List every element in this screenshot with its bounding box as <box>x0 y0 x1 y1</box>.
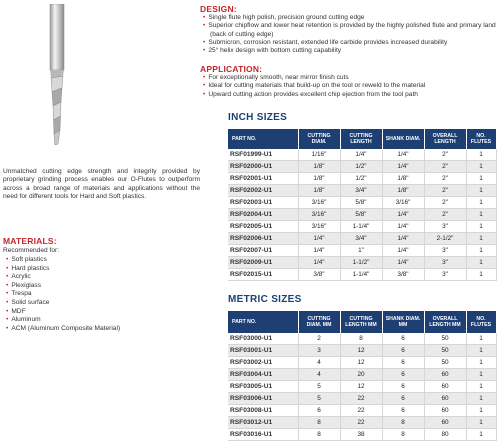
table-cell: 3/16" <box>298 197 340 209</box>
table-cell: 2" <box>424 209 466 221</box>
list-item: • Acrylic <box>6 273 120 282</box>
part-number-cell: RSF03005-U1 <box>228 381 298 393</box>
table-cell: 1" <box>340 245 382 257</box>
table-cell: 1 <box>466 245 496 257</box>
table-cell: 1/2" <box>340 161 382 173</box>
table-cell: 1/4" <box>382 233 424 245</box>
table-row <box>228 221 496 233</box>
table-row <box>228 369 496 381</box>
list-item: • 25° helix design with bottom cutting capability <box>203 47 499 55</box>
table-cell: 3" <box>424 245 466 257</box>
table-cell: 1 <box>466 209 496 221</box>
table-cell: 1 <box>466 185 496 197</box>
table-cell: 3" <box>424 257 466 269</box>
table-cell: 1 <box>466 221 496 233</box>
table-row <box>228 345 496 357</box>
metric-sizes-title: METRIC SIZES <box>228 294 302 305</box>
table-cell: 1/8" <box>382 185 424 197</box>
table-cell: 1-1/4" <box>340 269 382 281</box>
table-row <box>228 161 496 173</box>
inch-sizes-table <box>228 129 497 281</box>
table-cell: 38 <box>340 429 382 441</box>
materials-intro: Recommended for: <box>3 247 60 254</box>
list-item: • Plexiglass <box>6 282 120 291</box>
table-cell: 1/4" <box>298 257 340 269</box>
column-header: NO. FLUTES <box>466 311 496 333</box>
table-row <box>228 173 496 185</box>
part-number-cell: RSF02007-U1 <box>228 245 298 257</box>
table-cell: 1 <box>466 197 496 209</box>
column-header: PART NO. <box>228 311 298 333</box>
list-item: • ACM (Aluminum Composite Material) <box>6 325 120 334</box>
column-header: CUTTING DIAM. <box>298 129 340 149</box>
list-item: • Single flute high polish, precision ground cutting edge <box>203 14 499 22</box>
table-row <box>228 233 496 245</box>
table-cell: 1 <box>466 369 496 381</box>
list-item: • Soft plastics <box>6 256 120 265</box>
list-item: • Superior chipflow and lower heat retention is provided by the highly polished flute and primary land (back of cutting edge) <box>203 22 499 39</box>
table-cell: 1-1/2" <box>340 257 382 269</box>
table-cell: 8 <box>382 417 424 429</box>
table-cell: 1 <box>466 405 496 417</box>
table-cell: 1 <box>466 173 496 185</box>
table-cell: 8 <box>340 333 382 345</box>
table-cell: 1-1/4" <box>340 221 382 233</box>
table-cell: 6 <box>382 345 424 357</box>
column-header: OVERALL LENGTH MM <box>424 311 466 333</box>
table-cell: 60 <box>424 405 466 417</box>
table-cell: 50 <box>424 333 466 345</box>
materials-list <box>6 256 120 333</box>
table-cell: 1 <box>466 233 496 245</box>
table-cell: 1/4" <box>382 245 424 257</box>
table-row <box>228 405 496 417</box>
table-cell: 50 <box>424 345 466 357</box>
part-number-cell: RSF03012-U1 <box>228 417 298 429</box>
table-row <box>228 149 496 161</box>
table-cell: 1 <box>466 257 496 269</box>
table-cell: 3/4" <box>340 185 382 197</box>
column-header: NO. FLUTES <box>466 129 496 149</box>
column-header: PART NO. <box>228 129 298 149</box>
part-number-cell: RSF02006-U1 <box>228 233 298 245</box>
table-cell: 3/8" <box>298 269 340 281</box>
table-cell: 1 <box>466 149 496 161</box>
table-row <box>228 333 496 345</box>
part-number-cell: RSF03001-U1 <box>228 345 298 357</box>
part-number-cell: RSF03016-U1 <box>228 429 298 441</box>
table-cell: 2 <box>298 333 340 345</box>
part-number-cell: RSF02003-U1 <box>228 197 298 209</box>
table-cell: 6 <box>382 405 424 417</box>
table-cell: 12 <box>340 345 382 357</box>
column-header: SHANK DIAM. MM <box>382 311 424 333</box>
column-header: CUTTING LENGTH <box>340 129 382 149</box>
list-item: • Upward cutting action provides excellent chip ejection from the tool path <box>203 91 499 99</box>
table-cell: 1 <box>466 393 496 405</box>
table-cell: 4 <box>298 357 340 369</box>
table-row <box>228 357 496 369</box>
table-cell: 8 <box>382 429 424 441</box>
list-item: • Ideal for cutting materials that build-up on the tool or reweld to the material <box>203 82 499 90</box>
application-list <box>203 74 499 99</box>
table-cell: 2-1/2" <box>424 233 466 245</box>
table-cell: 6 <box>382 381 424 393</box>
table-row <box>228 245 496 257</box>
table-row <box>228 209 496 221</box>
table-cell: 5 <box>298 381 340 393</box>
table-row <box>228 429 496 441</box>
table-cell: 1/8" <box>382 173 424 185</box>
table-cell: 1/2" <box>340 173 382 185</box>
o-flute-bit-image <box>44 4 70 146</box>
table-cell: 1 <box>466 357 496 369</box>
table-cell: 6 <box>382 393 424 405</box>
list-item: • Trespa <box>6 290 120 299</box>
table-cell: 1 <box>466 161 496 173</box>
table-cell: 1 <box>466 333 496 345</box>
table-row <box>228 393 496 405</box>
table-cell: 22 <box>340 417 382 429</box>
table-cell: 3/16" <box>382 197 424 209</box>
table-cell: 2" <box>424 173 466 185</box>
table-cell: 1/4" <box>382 257 424 269</box>
table-cell: 60 <box>424 417 466 429</box>
design-list <box>203 14 499 55</box>
table-cell: 2" <box>424 197 466 209</box>
table-cell: 3" <box>424 221 466 233</box>
table-cell: 1 <box>466 417 496 429</box>
table-row <box>228 269 496 281</box>
table-cell: 60 <box>424 393 466 405</box>
table-cell: 6 <box>298 405 340 417</box>
application-heading: APPLICATION: <box>200 64 263 74</box>
part-number-cell: RSF03008-U1 <box>228 405 298 417</box>
table-cell: 1 <box>466 429 496 441</box>
part-number-cell: RSF02002-U1 <box>228 185 298 197</box>
table-cell: 8 <box>298 429 340 441</box>
table-cell: 8 <box>298 417 340 429</box>
table-cell: 3/8" <box>382 269 424 281</box>
table-row <box>228 417 496 429</box>
table-cell: 3/4" <box>340 233 382 245</box>
part-number-cell: RSF02001-U1 <box>228 173 298 185</box>
part-number-cell: RSF03006-U1 <box>228 393 298 405</box>
table-cell: 3/16" <box>298 221 340 233</box>
table-cell: 1 <box>466 345 496 357</box>
part-number-cell: RSF03002-U1 <box>228 357 298 369</box>
part-number-cell: RSF02004-U1 <box>228 209 298 221</box>
table-cell: 3 <box>298 345 340 357</box>
table-cell: 20 <box>340 369 382 381</box>
table-cell: 80 <box>424 429 466 441</box>
table-cell: 1/4" <box>298 233 340 245</box>
list-item: • Solid surface <box>6 299 120 308</box>
part-number-cell: RSF02000-U1 <box>228 161 298 173</box>
table-cell: 5 <box>298 393 340 405</box>
table-row <box>228 185 496 197</box>
table-cell: 1/8" <box>298 185 340 197</box>
list-item: • Hard plastics <box>6 265 120 274</box>
table-cell: 1/4" <box>382 149 424 161</box>
table-cell: 1/4" <box>298 245 340 257</box>
table-cell: 6 <box>382 357 424 369</box>
inch-sizes-title: INCH SIZES <box>228 112 288 123</box>
table-cell: 60 <box>424 369 466 381</box>
table-cell: 1/8" <box>298 161 340 173</box>
list-item: • MDF <box>6 308 120 317</box>
materials-heading: MATERIALS: <box>3 236 57 246</box>
column-header: OVERALL LENGTH <box>424 129 466 149</box>
metric-sizes-table <box>228 311 497 441</box>
part-number-cell: RSF02009-U1 <box>228 257 298 269</box>
table-cell: 12 <box>340 381 382 393</box>
table-cell: 60 <box>424 381 466 393</box>
table-cell: 1 <box>466 269 496 281</box>
design-heading: DESIGN: <box>200 4 237 14</box>
table-cell: 1/8" <box>298 173 340 185</box>
table-cell: 2" <box>424 185 466 197</box>
part-number-cell: RSF03000-U1 <box>228 333 298 345</box>
table-cell: 6 <box>382 333 424 345</box>
list-item: • Aluminum <box>6 316 120 325</box>
table-cell: 3/16" <box>298 209 340 221</box>
list-item: • For exceptionally smooth, near mirror finish cuts <box>203 74 499 82</box>
part-number-cell: RSF02005-U1 <box>228 221 298 233</box>
table-row <box>228 381 496 393</box>
column-header: CUTTING LENGTH MM <box>340 311 382 333</box>
table-cell: 22 <box>340 393 382 405</box>
table-cell: 1/4" <box>382 209 424 221</box>
table-cell: 6 <box>382 369 424 381</box>
part-number-cell: RSF01999-U1 <box>228 149 298 161</box>
column-header: CUTTING DIAM. MM <box>298 311 340 333</box>
table-cell: 5/8" <box>340 197 382 209</box>
list-item: • Submicron, corrosion resistant, extended life carbide provides increased durability <box>203 39 499 47</box>
table-cell: 22 <box>340 405 382 417</box>
table-cell: 1/4" <box>340 149 382 161</box>
table-cell: 12 <box>340 357 382 369</box>
table-cell: 1/16" <box>298 149 340 161</box>
part-number-cell: RSF03004-U1 <box>228 369 298 381</box>
table-cell: 5/8" <box>340 209 382 221</box>
table-row <box>228 197 496 209</box>
part-number-cell: RSF02015-U1 <box>228 269 298 281</box>
table-cell: 3" <box>424 269 466 281</box>
table-cell: 1/4" <box>382 161 424 173</box>
table-row <box>228 257 496 269</box>
table-cell: 2" <box>424 149 466 161</box>
table-cell: 4 <box>298 369 340 381</box>
table-cell: 1/4" <box>382 221 424 233</box>
table-cell: 2" <box>424 161 466 173</box>
table-cell: 50 <box>424 357 466 369</box>
table-cell: 1 <box>466 381 496 393</box>
product-description: Unmatched cutting edge strength and integrity provided by proprietary grinding process enables our O-Flutes to outperform across a broad range of materials and applications without the need for different tools for Hard and Soft plastics. <box>3 168 200 201</box>
column-header: SHANK DIAM. <box>382 129 424 149</box>
